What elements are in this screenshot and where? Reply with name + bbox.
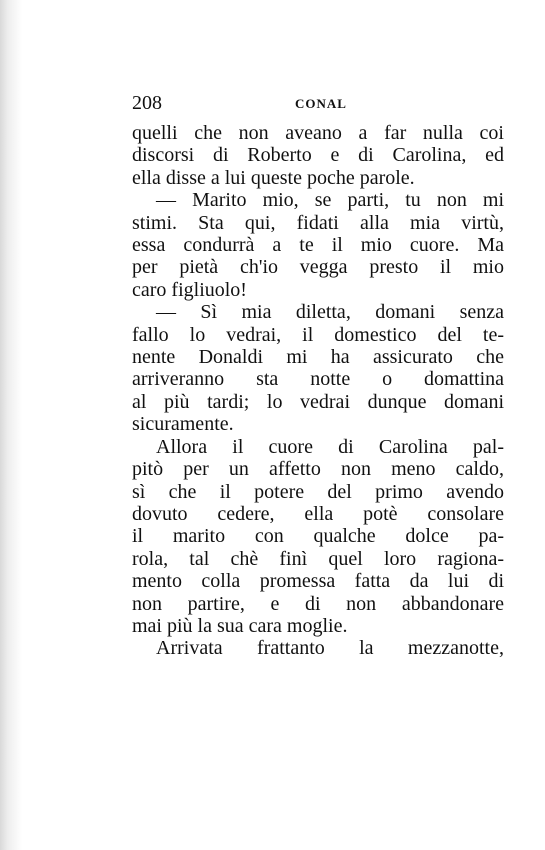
text-line: arriveranno sta notte o domattina (132, 368, 504, 391)
text-line: mento colla promessa fatta da lui di (132, 570, 504, 593)
text-line: Allora il cuore di Carolina pal- (156, 435, 504, 458)
text-line: dovuto cedere, ella potè consolare (132, 502, 504, 525)
text-line: per pietà ch'io vegga presto il mio (132, 256, 504, 279)
text-line: il marito con qualche dolce pa- (132, 525, 504, 548)
text-line: al più tardi; lo vedrai dunque domani (132, 390, 504, 413)
text-line: fallo lo vedrai, il domestico del te- (132, 323, 504, 346)
text-line: rola, tal chè finì quel loro ragiona- (132, 547, 504, 570)
text-line: — Marito mio, se parti, tu non mi (156, 189, 504, 212)
page-number: 208 (132, 92, 162, 114)
text-line: quelli che non aveano a far nulla coi (132, 122, 504, 144)
text-line: pitò per un affetto non meno caldo, (132, 458, 504, 481)
text-line: discorsi di Roberto e di Carolina, ed (132, 144, 504, 167)
page-gutter-shadow (0, 0, 22, 850)
text-line: essa condurrà a te il mio cuore. Ma (132, 234, 504, 257)
page-header (132, 92, 372, 116)
text-line: — Sì mia diletta, domani senza (156, 301, 504, 324)
text-line: sicuramente. (132, 413, 234, 436)
text-line: caro figliuolo! (132, 278, 247, 301)
text-line: non partire, e di non abbandonare (132, 592, 504, 615)
text-line: mai più la sua cara moglie. (132, 614, 348, 637)
text-line: sì che il potere del primo avendo (132, 480, 504, 503)
body-text (132, 122, 504, 660)
text-line: Arrivata frattanto la mezzanotte, (156, 637, 504, 660)
text-line: stimi. Sta qui, fidati alla mia virtù, (132, 211, 504, 234)
text-line: ella disse a lui queste poche parole. (132, 166, 415, 189)
running-title: CONAL (295, 96, 347, 111)
text-line: nente Donaldi mi ha assicurato che (132, 346, 504, 369)
